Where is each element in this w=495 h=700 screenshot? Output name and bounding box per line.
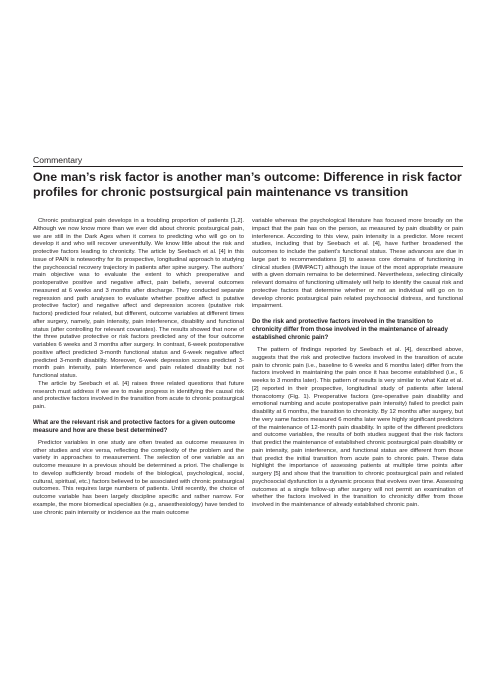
paragraph: variable whereas the psychological literature has focused more broadly on the impact that the pain has on the person, as measured by pain disability or pain interference. According to this view, pain intensity is a predictor. More recent studies, including that by Seebach et al. [4], have further broadened the outcomes to include the patient’s functional status. These advances are due in large part to recommendations [3] to assess core domains of functioning in clinical studies (IMMPACT) although the issue of the most appropriate measure with a given domain remains to be determined. Nevertheless, selecting clinically relevant domains of functioning ultimately will help to identify the causal risk and protective factors that determine whether or not an individual will go on to develop chronic postsurgical pain related psychosocial distress, and functional impairment.	[252, 218, 463, 310]
section-heading: Do the risk and protective factors involved in the transition to chronicity differ from those involved in the maintenance of already established chronic pain?	[252, 318, 448, 341]
section-heading: What are the relevant risk and protective factors for a given outcome measure and how are these best determined?	[33, 418, 236, 434]
paragraph: The article by Seebach et al. [4] raises three related questions that future research must address if we are to make progress in identifying the causal risk and protective factors involved in the transition from acute to chronic postsurgical pain.	[33, 380, 244, 410]
paragraph: Predictor variables in one study are often treated as outcome measures in other studies and vice versa, reflecting the complexity of the problem and the variety in approaches to measurement. The selection of one variable as an outcome measure in a previous should be determined a priori. The challenge is to develop sufficiently broad models of the biological, psychological, social, cultural, spiritual, etc.) factors believed to be associated with chronic postsurgical outcomes. This requires large numbers of patients. Until recently, the choice of outcome variable has been largely discipline specific and rather narrow. For example, the more biomedical specialties (e.g., anaesthesiology) have tended to use chronic pain intensity or incidence as the main outcome	[33, 439, 244, 516]
paragraph: The pattern of findings reported by Seebach et al. [4], described above, suggests that the risk and protective factors involved in the transition of acute pain to chronic pain (i.e., baseline to 6 weeks and 6 months later) differ from the factors involved in maintaining the pain once it has become established (i.e., 6 weeks to 3 months later). This pattern of results is very similar to what Katz et al. [2] reported in their prospective, longitudinal study of patients after lateral thoracotomy (Fig. 1). Preoperative factors (pre-operative pain disability and emotional numbing and acute postoperative pain intensity) failed to predict pain disability at 6 months, the transition to chronicity. By 12 months after surgery, but the very same factors measured 6 months later were highly significant predictors of the maintenance of 12-month pain disability. In spite of the different predictors and outcome variables, the results of both studies suggest that the risk factors that predict the maintenance of established chronic postsurgical pain disability or pain intensity, pain interference, and functional status are different from those that predict the initial transition from acute pain to chronic pain. These data highlight the importance of assessing patients at multiple time points after surgery [5] and show that the transition to chronic postsurgical pain and related psychosocial dysfunction is a dynamic process that evolves over time. Assessing outcomes at a single follow-up after surgery will not permit an examination of whether the factors involved in the transition to chronicity differ from those involved in the maintenance of already established chronic pain.	[252, 347, 463, 508]
paragraph: Chronic postsurgical pain develops in a troubling proportion of patients [1,2]. Although we now know more than we ever did about chronic postsurgical pain, we are still in the Dark Ages when it comes to predicting who will go on to develop it and who will recover uneventfully. We know little about the risk and protective factors leading to chronicity. The article by Seebach et al. [4] in this issue of PAIN is noteworthy for its prospective, longitudinal approach to studying the psychosocial recovery trajectory in patients after spine surgery. The authors’ main objective was to evaluate the extent to which preoperative and postoperative positive and negative affect, pain beliefs, several outcomes measured at 6 weeks and 3 months after discharge. They conducted separate regression and path analyses to evaluate whether positive affect is putative protective factor) and negative affect and depression scores (putative risk factors) predicted four related, but different, outcome variables at different times after surgery, namely, pain intensity, pain interference, disability and functional status (after controlling for relevant covariates). The results showed that none of the three putative protective or risk factors predicted any of the four outcome variables 6 weeks and 3 months after surgery. In contrast, 6-week postoperative positive affect predicted 3-month functional status and 6-week negative affect predicted 3-month disability. Moreover, 6-week depression scores predicted 3-month pain intensity, pain interference and pain related disability but not functional status.	[33, 218, 244, 379]
right-column	[252, 218, 463, 510]
section-label: Commentary	[33, 155, 83, 165]
left-column	[33, 218, 244, 517]
header-rule	[33, 166, 463, 167]
article-title: One man’s risk factor is another man’s outcome: Difference in risk factor profiles for chronic postsurgical pain maintenance vs transition	[33, 170, 462, 199]
